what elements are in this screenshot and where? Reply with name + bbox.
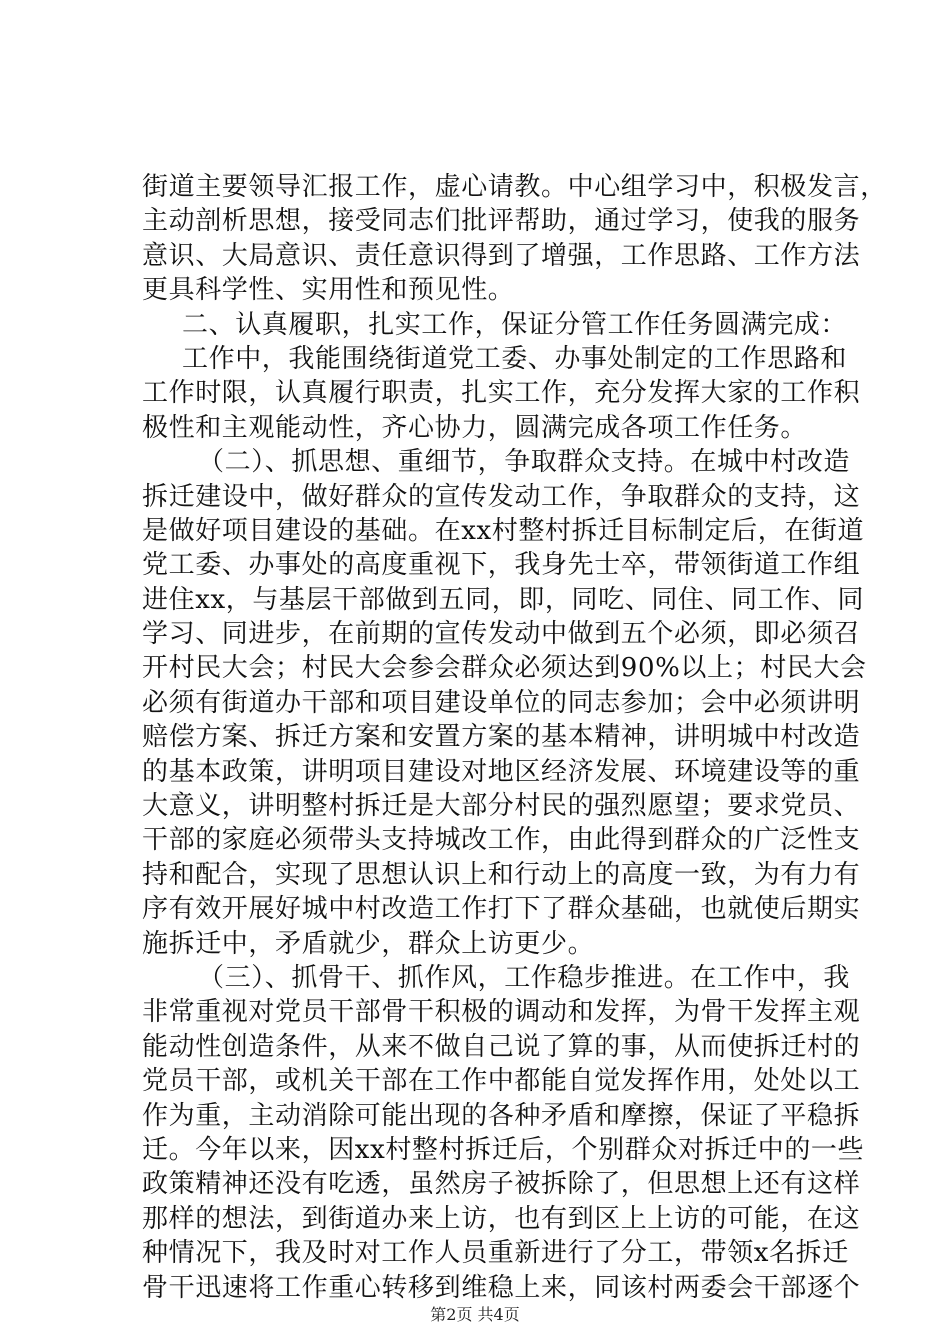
text-line: 序有效开展好城中村改造工作打下了群众基础，也就使后期实 xyxy=(142,894,861,925)
page-footer xyxy=(0,1302,950,1325)
text-line: 干部的家庭必须带头支持城改工作，由此得到群众的广泛性支 xyxy=(142,825,861,856)
text-line: 赔偿方案、拆迁方案和安置方案的基本精神，讲明城中村改造 xyxy=(142,722,861,753)
text-line: 那样的想法，到街道办来上访，也有到区上上访的可能，在这 xyxy=(142,1203,861,1234)
text-line: 迁。今年以来，因xx村整村拆迁后，个别群众对拆迁中的一些 xyxy=(142,1134,865,1165)
text-line: 主动剖析思想，接受同志们批评帮助，通过学习，使我的服务 xyxy=(142,206,861,237)
text-line: 拆迁建设中，做好群众的宣传发动工作，争取群众的支持，这 xyxy=(142,481,861,512)
page-number: 第2页 共4页 xyxy=(430,1305,520,1324)
body-text xyxy=(142,170,887,1305)
text-line: 学习、同进步，在前期的宣传发动中做到五个必须，即必须召 xyxy=(142,619,861,650)
text-line: 施拆迁中，矛盾就少，群众上访更少。 xyxy=(142,928,595,959)
text-line: 党员干部，或机关干部在工作中都能自觉发挥作用，处处以工 xyxy=(142,1066,861,1097)
text-line: 必须有街道办干部和项目建设单位的同志参加；会中必须讲明 xyxy=(142,687,861,718)
subsection-line: （二）、抓思想、重细节，争取群众支持。在城中村改造 xyxy=(198,447,851,478)
text-line: 开村民大会；村民大会参会群众必须达到90%以上；村民大会 xyxy=(142,653,867,684)
text-line: 政策精神还没有吃透，虽然房子被拆除了，但思想上还有这样 xyxy=(142,1169,861,1200)
text-line: 种情况下，我及时对工作人员重新进行了分工，带领x名拆迁 xyxy=(142,1238,849,1269)
text-line: 意识、大局意识、责任意识得到了增强，工作思路、工作方法 xyxy=(142,240,861,271)
text-line: 党工委、办事处的高度重视下，我身先士卒，带领街道工作组 xyxy=(142,550,861,581)
text-line: 持和配合，实现了思想认识上和行动上的高度一致，为有力有 xyxy=(142,859,861,890)
text-line: 极性和主观能动性，齐心协力，圆满完成各项工作任务。 xyxy=(142,412,808,443)
text-line: 的基本政策，讲明项目建设对地区经济发展、环境建设等的重 xyxy=(142,756,861,787)
text-line: 工作时限，认真履行职责，扎实工作，充分发挥大家的工作积 xyxy=(142,378,861,409)
text-line: 作为重，主动消除可能出现的各种矛盾和摩擦，保证了平稳拆 xyxy=(142,1100,861,1131)
subsection-line: （三）、抓骨干、抓作风，工作稳步推进。在工作中，我 xyxy=(198,962,851,993)
text-line: 是做好项目建设的基础。在xx村整村拆迁目标制定后，在街道 xyxy=(142,515,865,546)
text-line: 能动性创造条件，从来不做自己说了算的事，从而使拆迁村的 xyxy=(142,1031,861,1062)
text-line: 工作中，我能围绕街道党工委、办事处制定的工作思路和 xyxy=(182,343,848,374)
text-line: 进住xx，与基层干部做到五同，即，同吃、同住、同工作、同 xyxy=(142,584,865,615)
section-heading: 二、认真履职，扎实工作，保证分管工作任务圆满完成： xyxy=(182,309,848,340)
text-line: 非常重视对党员干部骨干积极的调动和发挥，为骨干发挥主观 xyxy=(142,997,861,1028)
text-line: 骨干迅速将工作重心转移到维稳上来，同该村两委会干部逐个 xyxy=(142,1272,861,1303)
text-line: 大意义，讲明整村拆迁是大部分村民的强烈愿望；要求党员、 xyxy=(142,791,861,822)
text-line: 更具科学性、实用性和预见性。 xyxy=(142,275,515,306)
text-line: 街道主要领导汇报工作，虚心请教。中心组学习中，积极发言， xyxy=(142,172,887,202)
